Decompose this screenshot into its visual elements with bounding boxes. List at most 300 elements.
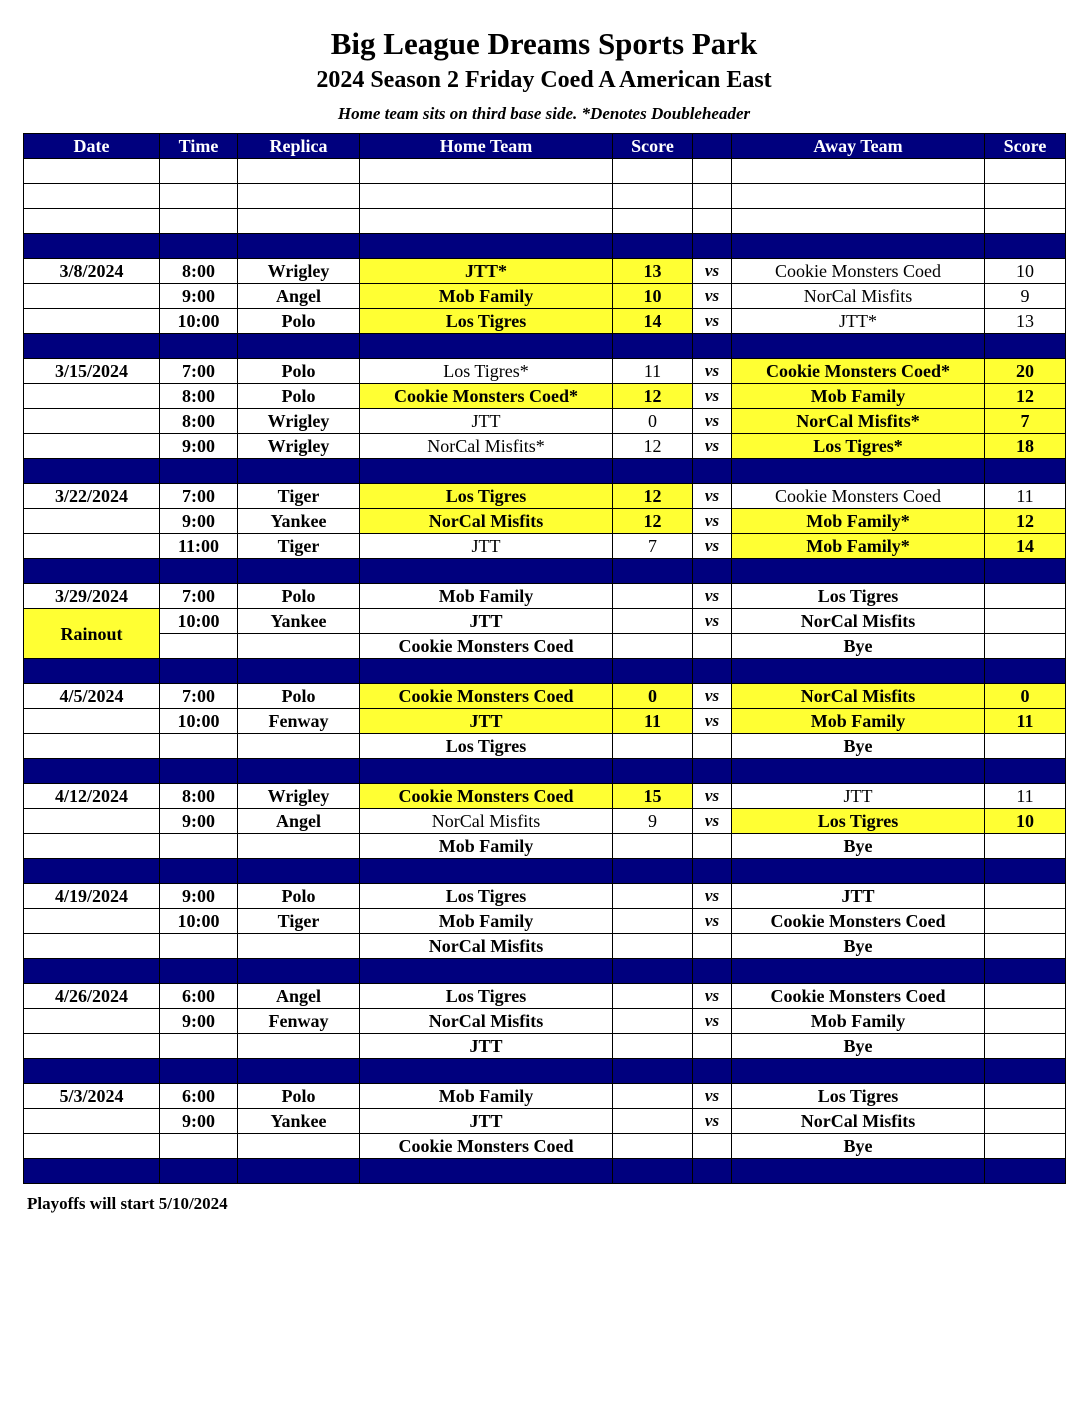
separator-cell (732, 859, 985, 884)
game-row (24, 484, 1066, 509)
game-row (24, 934, 1066, 959)
game-row (24, 909, 1066, 934)
replica-cell: Polo (238, 684, 360, 709)
home-team-cell: JTT (360, 534, 613, 559)
date-cell (24, 434, 160, 459)
separator-cell (24, 1059, 160, 1084)
replica-cell: Yankee (238, 609, 360, 634)
home-score-cell (613, 1009, 693, 1034)
separator-cell (24, 234, 160, 259)
away-team-cell: Cookie Monsters Coed (732, 909, 985, 934)
home-team-cell (360, 209, 613, 234)
home-team-cell: Mob Family (360, 834, 613, 859)
col-header-away-score: Score (985, 134, 1066, 159)
game-row (24, 1009, 1066, 1034)
game-row (24, 534, 1066, 559)
date-cell (24, 409, 160, 434)
separator-cell (160, 1059, 238, 1084)
away-score-cell: 18 (985, 434, 1066, 459)
date-cell (24, 909, 160, 934)
vs-cell: vs (693, 909, 732, 934)
replica-cell: Polo (238, 309, 360, 334)
date-cell (24, 509, 160, 534)
away-score-cell (985, 1084, 1066, 1109)
vs-cell (693, 1034, 732, 1059)
away-team-cell: Cookie Monsters Coed* (732, 359, 985, 384)
separator-cell (732, 959, 985, 984)
separator-cell (693, 559, 732, 584)
away-team-cell: Mob Family (732, 1009, 985, 1034)
time-cell (160, 734, 238, 759)
separator-cell (693, 859, 732, 884)
game-row (24, 634, 1066, 659)
time-cell: 9:00 (160, 884, 238, 909)
game-row (24, 984, 1066, 1009)
away-team-cell: Bye (732, 934, 985, 959)
replica-cell (238, 734, 360, 759)
away-team-cell: Los Tigres (732, 1084, 985, 1109)
vs-cell: vs (693, 384, 732, 409)
away-team-cell: Bye (732, 634, 985, 659)
playoffs-note: Playoffs will start 5/10/2024 (27, 1194, 228, 1213)
vs-cell: vs (693, 684, 732, 709)
away-score-cell: 20 (985, 359, 1066, 384)
separator-cell (360, 759, 613, 784)
away-team-cell: JTT (732, 884, 985, 909)
week-separator-row (24, 559, 1066, 584)
vs-cell (693, 1134, 732, 1159)
time-cell: 9:00 (160, 284, 238, 309)
week-separator-row (24, 659, 1066, 684)
replica-cell: Polo (238, 1084, 360, 1109)
home-team-cell: JTT* (360, 259, 613, 284)
vs-cell (693, 734, 732, 759)
separator-cell (732, 234, 985, 259)
vs-cell: vs (693, 609, 732, 634)
replica-cell (238, 184, 360, 209)
vs-cell: vs (693, 584, 732, 609)
vs-cell: vs (693, 784, 732, 809)
home-score-cell (613, 909, 693, 934)
replica-cell: Polo (238, 884, 360, 909)
date-cell: Rainout (24, 609, 160, 659)
game-row (24, 284, 1066, 309)
away-score-cell: 9 (985, 284, 1066, 309)
away-team-cell: NorCal Misfits (732, 1109, 985, 1134)
separator-cell (160, 559, 238, 584)
away-score-cell: 11 (985, 484, 1066, 509)
separator-cell (732, 659, 985, 684)
time-cell: 9:00 (160, 1009, 238, 1034)
separator-cell (693, 759, 732, 784)
separator-cell (24, 1159, 160, 1184)
vs-cell: vs (693, 259, 732, 284)
vs-cell: vs (693, 284, 732, 309)
separator-cell (360, 659, 613, 684)
home-score-cell: 10 (613, 284, 693, 309)
date-cell (24, 734, 160, 759)
separator-cell (985, 759, 1066, 784)
home-score-cell (613, 184, 693, 209)
time-cell: 11:00 (160, 534, 238, 559)
separator-cell (693, 959, 732, 984)
away-score-cell (985, 1109, 1066, 1134)
vs-cell: vs (693, 484, 732, 509)
separator-cell (238, 1159, 360, 1184)
separator-cell (985, 459, 1066, 484)
away-score-cell: 12 (985, 384, 1066, 409)
vs-cell (693, 634, 732, 659)
away-team-cell (732, 184, 985, 209)
time-cell: 7:00 (160, 359, 238, 384)
replica-cell: Angel (238, 284, 360, 309)
home-score-cell: 11 (613, 709, 693, 734)
away-team-cell: Mob Family (732, 709, 985, 734)
date-cell (24, 384, 160, 409)
game-row (24, 609, 1066, 634)
game-row (24, 1034, 1066, 1059)
home-score-cell (613, 584, 693, 609)
table-header-row (24, 134, 1066, 159)
vs-cell: vs (693, 1109, 732, 1134)
separator-cell (238, 1059, 360, 1084)
home-score-cell: 9 (613, 809, 693, 834)
date-cell (24, 184, 160, 209)
separator-cell (693, 234, 732, 259)
time-cell (160, 1034, 238, 1059)
home-score-cell (613, 1084, 693, 1109)
vs-cell: vs (693, 434, 732, 459)
home-team-cell: NorCal Misfits (360, 934, 613, 959)
separator-cell (732, 334, 985, 359)
date-cell: 3/15/2024 (24, 359, 160, 384)
home-team-cell: NorCal Misfits (360, 509, 613, 534)
replica-cell (238, 1034, 360, 1059)
separator-cell (732, 1159, 985, 1184)
vs-cell: vs (693, 884, 732, 909)
home-score-cell: 0 (613, 684, 693, 709)
game-row (24, 309, 1066, 334)
home-team-cell: Mob Family (360, 1084, 613, 1109)
date-cell (24, 1034, 160, 1059)
separator-cell (238, 559, 360, 584)
home-score-cell: 14 (613, 309, 693, 334)
home-team-cell: JTT (360, 409, 613, 434)
date-cell: 3/22/2024 (24, 484, 160, 509)
game-row (24, 259, 1066, 284)
separator-cell (693, 334, 732, 359)
home-team-cell: Mob Family (360, 909, 613, 934)
home-team-cell: Cookie Monsters Coed* (360, 384, 613, 409)
separator-cell (613, 1159, 693, 1184)
home-score-cell (613, 734, 693, 759)
vs-cell (693, 834, 732, 859)
replica-cell: Polo (238, 584, 360, 609)
separator-cell (24, 959, 160, 984)
date-cell: 3/8/2024 (24, 259, 160, 284)
replica-cell (238, 1134, 360, 1159)
replica-cell: Wrigley (238, 434, 360, 459)
replica-cell (238, 209, 360, 234)
vs-cell: vs (693, 984, 732, 1009)
separator-cell (160, 1159, 238, 1184)
replica-cell: Angel (238, 984, 360, 1009)
home-score-cell (613, 884, 693, 909)
home-team-cell: Cookie Monsters Coed (360, 634, 613, 659)
home-team-cell: Los Tigres (360, 984, 613, 1009)
separator-cell (613, 659, 693, 684)
home-team-cell: Mob Family (360, 284, 613, 309)
away-team-cell: Bye (732, 1134, 985, 1159)
replica-cell: Yankee (238, 1109, 360, 1134)
game-row (24, 1134, 1066, 1159)
away-team-cell: Los Tigres (732, 584, 985, 609)
replica-cell (238, 159, 360, 184)
separator-cell (732, 1059, 985, 1084)
home-team-cell: NorCal Misfits (360, 809, 613, 834)
replica-cell: Tiger (238, 909, 360, 934)
separator-cell (238, 659, 360, 684)
time-cell (160, 209, 238, 234)
game-row (24, 834, 1066, 859)
separator-cell (693, 659, 732, 684)
separator-cell (985, 234, 1066, 259)
away-score-cell: 10 (985, 259, 1066, 284)
home-team-cell (360, 184, 613, 209)
time-cell (160, 159, 238, 184)
home-score-cell (613, 209, 693, 234)
home-score-cell (613, 1134, 693, 1159)
date-cell: 4/19/2024 (24, 884, 160, 909)
separator-cell (160, 859, 238, 884)
separator-cell (360, 959, 613, 984)
separator-cell (360, 459, 613, 484)
away-team-cell: Bye (732, 1034, 985, 1059)
game-row (24, 734, 1066, 759)
col-header-date: Date (24, 134, 160, 159)
game-row (24, 784, 1066, 809)
separator-cell (732, 559, 985, 584)
home-score-cell: 15 (613, 784, 693, 809)
home-score-cell: 7 (613, 534, 693, 559)
home-team-cell: Los Tigres (360, 484, 613, 509)
away-score-cell (985, 634, 1066, 659)
date-cell (24, 159, 160, 184)
vs-cell: vs (693, 809, 732, 834)
away-team-cell: NorCal Misfits* (732, 409, 985, 434)
col-header-time: Time (160, 134, 238, 159)
date-cell: 4/12/2024 (24, 784, 160, 809)
separator-cell (732, 459, 985, 484)
home-score-cell (613, 609, 693, 634)
separator-cell (160, 459, 238, 484)
week-separator-row (24, 1159, 1066, 1184)
away-score-cell (985, 834, 1066, 859)
home-score-cell (613, 984, 693, 1009)
home-team-cell: Mob Family (360, 584, 613, 609)
replica-cell (238, 934, 360, 959)
separator-cell (613, 759, 693, 784)
away-team-cell: Los Tigres (732, 809, 985, 834)
replica-cell: Polo (238, 359, 360, 384)
week-separator-row (24, 759, 1066, 784)
date-cell (24, 1134, 160, 1159)
game-row (24, 884, 1066, 909)
away-score-cell: 11 (985, 784, 1066, 809)
page-title: Big League Dreams Sports Park (330, 26, 758, 61)
vs-cell: vs (693, 709, 732, 734)
time-cell: 9:00 (160, 509, 238, 534)
separator-cell (732, 759, 985, 784)
date-cell (24, 209, 160, 234)
blank-row (24, 209, 1066, 234)
home-score-cell (613, 159, 693, 184)
game-row (24, 384, 1066, 409)
home-score-cell (613, 834, 693, 859)
home-score-cell (613, 1109, 693, 1134)
home-team-cell: JTT (360, 1034, 613, 1059)
vs-cell: vs (693, 359, 732, 384)
separator-cell (24, 459, 160, 484)
away-score-cell (985, 934, 1066, 959)
separator-cell (985, 559, 1066, 584)
home-team-cell: Cookie Monsters Coed (360, 784, 613, 809)
separator-cell (360, 334, 613, 359)
schedule-table (23, 133, 1066, 1184)
time-cell: 10:00 (160, 709, 238, 734)
separator-cell (613, 1059, 693, 1084)
separator-cell (238, 759, 360, 784)
home-team-cell: NorCal Misfits* (360, 434, 613, 459)
away-score-cell: 0 (985, 684, 1066, 709)
home-score-cell: 12 (613, 484, 693, 509)
separator-cell (160, 659, 238, 684)
separator-cell (693, 1159, 732, 1184)
home-team-cell: Cookie Monsters Coed (360, 684, 613, 709)
game-row (24, 1084, 1066, 1109)
game-row (24, 359, 1066, 384)
separator-cell (238, 334, 360, 359)
home-score-cell (613, 1034, 693, 1059)
replica-cell: Fenway (238, 709, 360, 734)
separator-cell (360, 559, 613, 584)
away-team-cell: JTT* (732, 309, 985, 334)
col-header-vs (693, 134, 732, 159)
date-cell: 4/5/2024 (24, 684, 160, 709)
away-team-cell: Los Tigres* (732, 434, 985, 459)
time-cell (160, 184, 238, 209)
separator-cell (985, 1159, 1066, 1184)
vs-cell: vs (693, 1084, 732, 1109)
time-cell: 7:00 (160, 684, 238, 709)
separator-cell (613, 859, 693, 884)
separator-cell (160, 759, 238, 784)
away-team-cell: NorCal Misfits (732, 684, 985, 709)
away-team-cell: Mob Family* (732, 534, 985, 559)
time-cell: 9:00 (160, 809, 238, 834)
time-cell (160, 634, 238, 659)
away-score-cell (985, 184, 1066, 209)
away-score-cell: 14 (985, 534, 1066, 559)
date-cell (24, 709, 160, 734)
home-team-cell: Los Tigres (360, 734, 613, 759)
blank-row (24, 184, 1066, 209)
vs-cell: vs (693, 509, 732, 534)
home-team-cell: Los Tigres (360, 884, 613, 909)
replica-cell: Wrigley (238, 784, 360, 809)
home-team-cell: JTT (360, 1109, 613, 1134)
col-header-home-score: Score (613, 134, 693, 159)
separator-cell (360, 859, 613, 884)
separator-cell (24, 859, 160, 884)
time-cell: 8:00 (160, 259, 238, 284)
time-cell: 6:00 (160, 984, 238, 1009)
game-row (24, 809, 1066, 834)
home-team-cell: JTT (360, 609, 613, 634)
replica-cell: Wrigley (238, 259, 360, 284)
page-note: Home team sits on third base side. *Denotes Doubleheader (337, 104, 751, 123)
home-team-cell: Cookie Monsters Coed (360, 1134, 613, 1159)
separator-cell (360, 1159, 613, 1184)
replica-cell: Yankee (238, 509, 360, 534)
week-separator-row (24, 459, 1066, 484)
separator-cell (238, 459, 360, 484)
game-row (24, 509, 1066, 534)
separator-cell (985, 859, 1066, 884)
date-cell (24, 809, 160, 834)
home-score-cell: 0 (613, 409, 693, 434)
away-score-cell: 11 (985, 709, 1066, 734)
away-score-cell (985, 884, 1066, 909)
away-score-cell (985, 984, 1066, 1009)
date-cell: 5/3/2024 (24, 1084, 160, 1109)
separator-cell (613, 959, 693, 984)
away-team-cell: NorCal Misfits (732, 284, 985, 309)
separator-cell (360, 1059, 613, 1084)
separator-cell (238, 234, 360, 259)
vs-cell: vs (693, 534, 732, 559)
home-score-cell (613, 934, 693, 959)
time-cell (160, 934, 238, 959)
schedule-body (24, 159, 1066, 1184)
week-separator-row (24, 959, 1066, 984)
separator-cell (985, 334, 1066, 359)
separator-cell (160, 959, 238, 984)
away-team-cell: Mob Family (732, 384, 985, 409)
home-score-cell (613, 634, 693, 659)
away-team-cell: Bye (732, 834, 985, 859)
date-cell: 3/29/2024 (24, 584, 160, 609)
replica-cell: Tiger (238, 484, 360, 509)
col-header-replica: Replica (238, 134, 360, 159)
time-cell: 10:00 (160, 909, 238, 934)
separator-cell (24, 334, 160, 359)
separator-cell (238, 859, 360, 884)
separator-cell (985, 1059, 1066, 1084)
time-cell: 8:00 (160, 784, 238, 809)
game-row (24, 709, 1066, 734)
date-cell (24, 934, 160, 959)
home-score-cell: 13 (613, 259, 693, 284)
game-row (24, 434, 1066, 459)
away-score-cell (985, 1134, 1066, 1159)
home-score-cell: 12 (613, 384, 693, 409)
time-cell: 9:00 (160, 434, 238, 459)
away-team-cell: NorCal Misfits (732, 609, 985, 634)
away-team-cell: JTT (732, 784, 985, 809)
replica-cell: Wrigley (238, 409, 360, 434)
separator-cell (360, 234, 613, 259)
